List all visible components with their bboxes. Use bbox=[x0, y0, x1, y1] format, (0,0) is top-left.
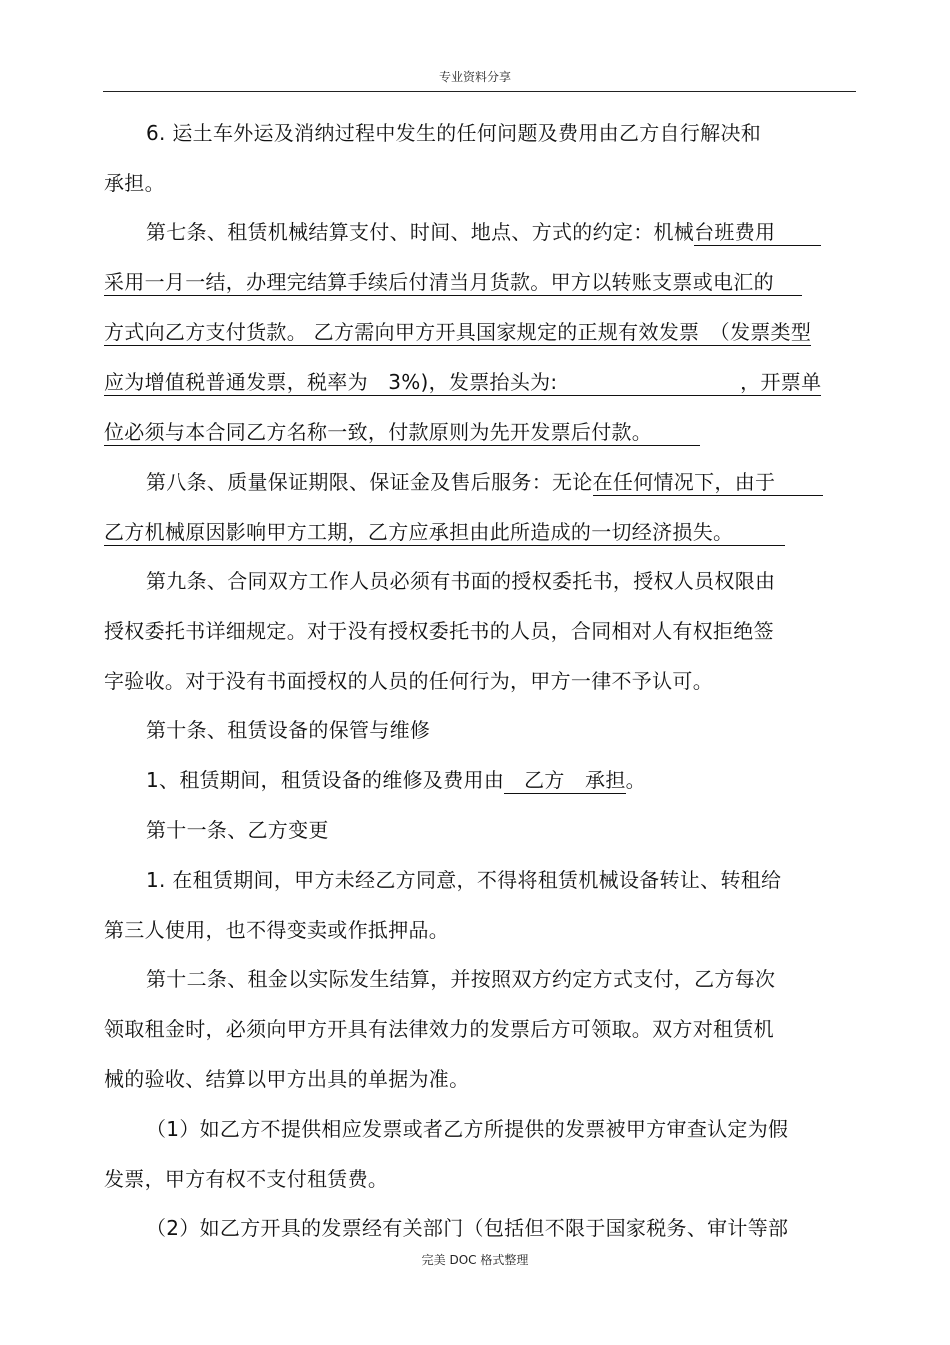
paragraph-line: 发票，甲方有权不支付租赁费。 bbox=[104, 1167, 389, 1191]
paragraph-line bbox=[104, 519, 785, 545]
paragraph-line: （2）如乙方开具的发票经有关部门（包括但不限于国家税务、审计等部 bbox=[146, 1216, 789, 1240]
paragraph-line bbox=[146, 219, 821, 245]
clause-10-item-text: 1、租赁期间，租赁设备的维修及费用由 bbox=[146, 768, 505, 792]
clause-7-underlined: 位必须与本合同乙方名称一致，付款原则为先开发票后付款。 bbox=[104, 420, 700, 446]
paragraph-line: 第十条、租赁设备的保管与维修 bbox=[146, 718, 431, 742]
paragraph-line bbox=[104, 419, 700, 445]
clause-7-underlined: 台班费用 bbox=[694, 220, 821, 246]
paragraph-line bbox=[146, 469, 823, 495]
clause-7-underlined: 采用一月一结，办理完结算手续后付清当月货款。甲方以转账支票或电汇的 bbox=[104, 270, 802, 296]
paragraph-line: 6. 运土车外运及消纳过程中发生的任何问题及费用由乙方自行解决和 bbox=[146, 121, 762, 145]
clause-10-end: 。 bbox=[625, 768, 646, 792]
clause-10-underlined: 乙方 承担 bbox=[504, 768, 626, 794]
page-header: 专业资料分享 bbox=[438, 70, 511, 84]
paragraph-line: （1）如乙方不提供相应发票或者乙方所提供的发票被甲方审查认定为假 bbox=[146, 1117, 789, 1141]
paragraph-line: 械的验收、结算以甲方出具的单据为准。 bbox=[104, 1067, 470, 1091]
clause-8-underlined: 在任何情况下，由于 bbox=[593, 470, 824, 496]
clause-8-text: 第八条、质量保证期限、保证金及售后服务：无论 bbox=[146, 470, 593, 494]
page-footer: 完美 DOC 格式整理 bbox=[421, 1253, 529, 1267]
paragraph-line bbox=[104, 369, 821, 395]
clause-8-underlined: 乙方机械原因影响甲方工期，乙方应承担由此所造成的一切经济损失。 bbox=[104, 520, 785, 546]
paragraph-line: 1. 在租赁期间，甲方未经乙方同意，不得将租赁机械设备转让、转租给 bbox=[146, 868, 782, 892]
paragraph-line: 领取租金时，必须向甲方开具有法律效力的发票后方可领取。双方对租赁机 bbox=[104, 1017, 774, 1041]
clause-7-underlined: 应为增值税普通发票，税率为 3%)，发票抬头为: ，开票单 bbox=[104, 370, 822, 394]
clause-7-underlined: 方式向乙方支付货款。 乙方需向甲方开具国家规定的正规有效发票 （发票类型 bbox=[104, 320, 812, 344]
paragraph-line: 授权委托书详细规定。对于没有授权委托书的人员，合同相对人有权拒绝签 bbox=[104, 619, 774, 643]
paragraph-line bbox=[104, 269, 802, 295]
paragraph-line: 第三人使用，也不得变卖或作抵押品。 bbox=[104, 918, 450, 942]
paragraph-line: 第十一条、乙方变更 bbox=[146, 818, 329, 842]
paragraph-line: 第九条、合同双方工作人员必须有书面的授权委托书，授权人员权限由 bbox=[146, 569, 776, 593]
paragraph-line: 第十二条、租金以实际发生结算，并按照双方约定方式支付，乙方每次 bbox=[146, 967, 776, 991]
header-divider bbox=[103, 91, 856, 92]
paragraph-line: 承担。 bbox=[104, 171, 165, 195]
paragraph-line bbox=[104, 319, 811, 345]
paragraph-line: 字验收。对于没有书面授权的人员的任何行为，甲方一律不予认可。 bbox=[104, 669, 713, 693]
clause-7-text: 第七条、租赁机械结算支付、时间、地点、方式的约定：机械 bbox=[146, 220, 695, 244]
paragraph-line bbox=[146, 767, 646, 793]
